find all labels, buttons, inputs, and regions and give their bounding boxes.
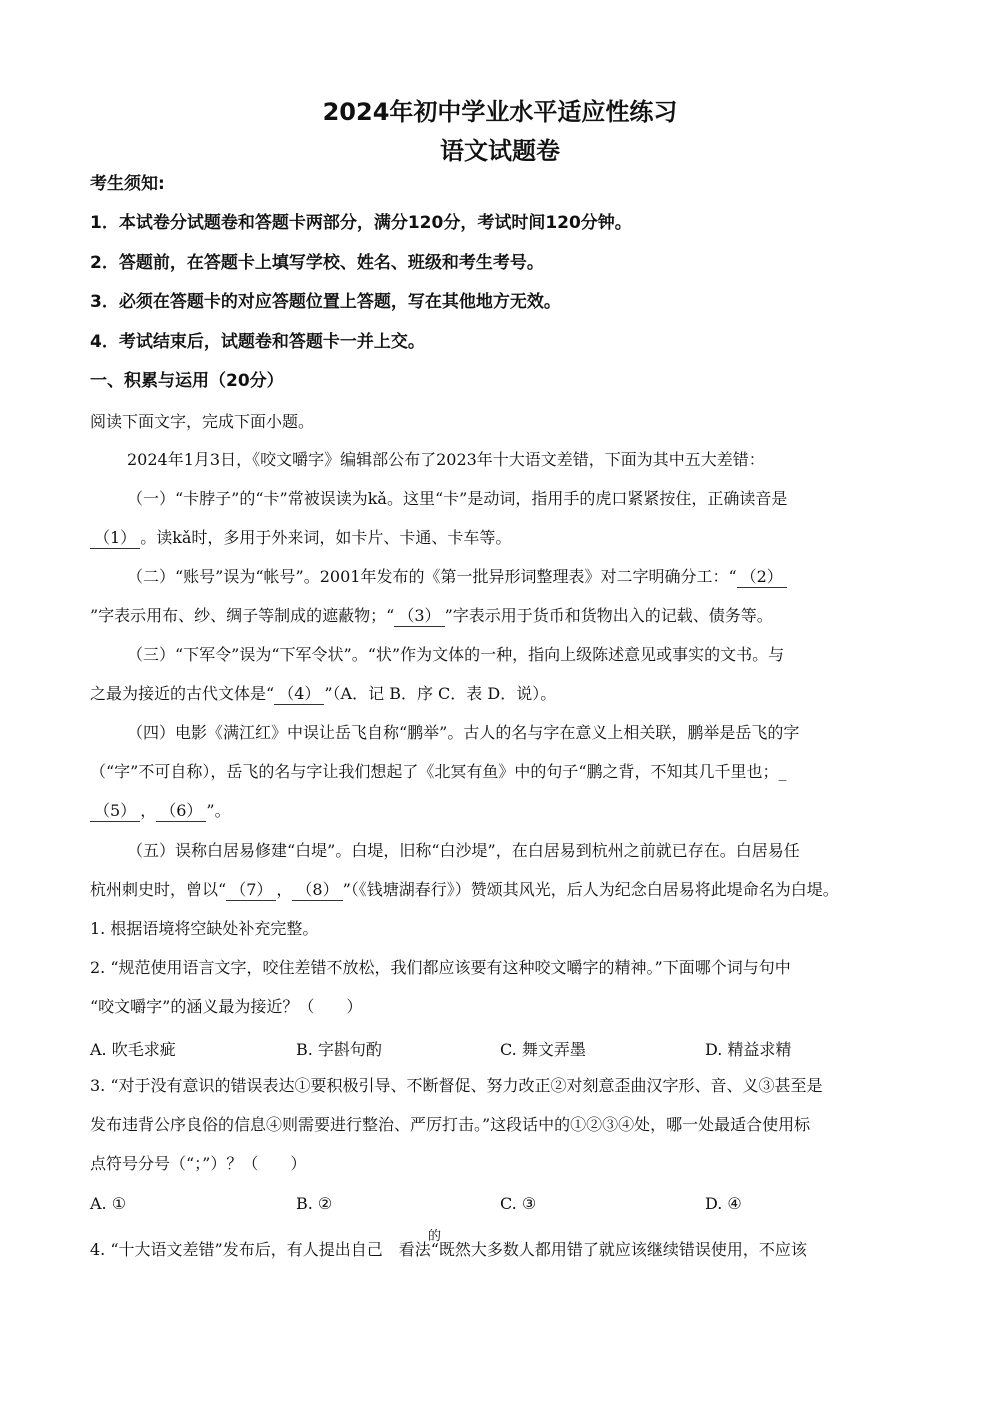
inserted-char: 的	[428, 1229, 442, 1244]
question-2-cont: “咬文嚼字”的涵义最为接近？（ ）	[90, 997, 363, 1016]
option-c: C. 舞文弄墨	[500, 1040, 586, 1059]
passage-line: （“字”不可自称），岳飞的名与字让我们想起了《北冥有鱼》中的句子“鹏之背，不知其几千里也；_	[90, 762, 787, 781]
passage-line	[90, 684, 556, 705]
option-b: B. ②	[296, 1194, 333, 1213]
passage-line	[127, 567, 787, 588]
passage-text: ”（《钱塘湖春行》）赞颂其风光，后人为纪念白居易将此堤命名为白堤。	[342, 880, 839, 899]
fill-blank: （7）	[226, 880, 276, 901]
passage-line	[90, 528, 511, 549]
question-3-cont: 发布违背公序良俗的信息④则需要进行整治、严厉打击。”这段话中的①②③④处，哪一处最适合使用标	[90, 1115, 811, 1134]
fill-blank: （3）	[394, 606, 444, 627]
question-text: 4. “十大语文差错”发布后，有人提出自己	[90, 1240, 383, 1259]
notice-item: 2．答题前，在答题卡上填写学校、姓名、班级和考生考号。	[90, 253, 544, 273]
option-a: A. 吹毛求疵	[90, 1040, 176, 1059]
option-d: D. ④	[705, 1194, 742, 1213]
option-d: D. 精益求精	[705, 1040, 792, 1059]
passage-text: 。读kǎ时，多用于外来词，如卡片、卡通、卡车等。	[140, 528, 512, 547]
fill-blank: （4）	[274, 684, 324, 705]
notice-heading: 考生须知:	[90, 174, 165, 194]
passage-line	[90, 801, 231, 822]
passage-text: ”字表示用于货币和货物出入的记载、债务等。	[444, 606, 773, 625]
fill-blank: （5）	[90, 801, 140, 822]
passage-paragraph: （一）“卡脖子”的“卡”常被误读为kǎ。这里“卡”是动词，指用手的虎口紧紧按住，正确读音是	[127, 489, 788, 508]
notice-item: 3．必须在答题卡的对应答题位置上答题，写在其他地方无效。	[90, 292, 561, 312]
notice-item: 4．考试结束后，试题卷和答题卡一并上交。	[90, 332, 425, 352]
question-3-cont: 点符号分号（“；”）？（ ）	[90, 1154, 307, 1173]
passage-text: ”（A．记 B．序 C．表 D．说）。	[324, 684, 557, 703]
notice-item: 1．本试卷分试题卷和答题卡两部分，满分120分，考试时间120分钟。	[90, 213, 632, 233]
passage-paragraph: （三）“下军令”误为“下军令状”。“状”作为文体的一种，指向上级陈述意见或事实的文书。与	[127, 645, 785, 664]
question-text: 看法“既然大多数人都用错了就应该继续错误使用，不应该	[398, 1240, 807, 1259]
passage-paragraph: （五）误称白居易修建“白堤”。白堤，旧称“白沙堤”，在白居易到杭州之前就已存在。白居易任	[127, 841, 800, 860]
question-1: 1. 根据语境将空缺处补充完整。	[90, 919, 319, 938]
fill-blank: （2）	[737, 567, 787, 588]
option-b: B. 字斟句酌	[296, 1040, 382, 1059]
fill-blank: （1）	[90, 528, 140, 549]
question-4	[90, 1240, 807, 1260]
exam-title: 2024年初中学业水平适应性练习	[322, 98, 678, 126]
fill-blank: （6）	[156, 801, 206, 822]
question-2: 2. “规范使用语言文字，咬住差错不放松，我们都应该要有这种咬文嚼字的精神。”下面哪个词与句中	[90, 958, 791, 977]
passage-paragraph: （四）电影《满江红》中误让岳飞自称“鹏举”。古人的名与字在意义上相关联，鹏举是岳飞的字	[127, 723, 800, 742]
passage-text: ，	[276, 880, 293, 899]
option-c: C. ③	[500, 1194, 537, 1213]
question-3: 3. “对于没有意识的错误表达①要积极引导、不断督促、努力改正②对刻意歪曲汉字形、音、义③甚至是	[90, 1076, 823, 1095]
section-heading: 一、积累与运用（20分）	[90, 371, 284, 391]
option-a: A. ①	[90, 1194, 127, 1213]
passage-text: ，	[140, 801, 157, 820]
section-intro: 阅读下面文字，完成下面小题。	[90, 412, 315, 431]
passage-paragraph: 2024年1月3日，《咬文嚼字》编辑部公布了2023年十大语文差错，下面为其中五大差错：	[127, 450, 765, 469]
passage-text: 之最为接近的古代文体是“	[90, 684, 275, 703]
passage-line	[90, 880, 839, 901]
passage-text: ”。	[206, 801, 231, 820]
passage-line	[90, 606, 773, 627]
passage-text: ”字表示用布、纱、绸子等制成的遮蔽物；“	[90, 606, 395, 625]
fill-blank: （8）	[292, 880, 342, 901]
passage-text: （二）“账号”误为“帐号”。2001年发布的《第一批异形词整理表》对二字明确分工：“	[127, 567, 737, 586]
exam-subtitle: 语文试题卷	[440, 137, 560, 165]
passage-text: 杭州刺史时，曾以“	[90, 880, 227, 899]
